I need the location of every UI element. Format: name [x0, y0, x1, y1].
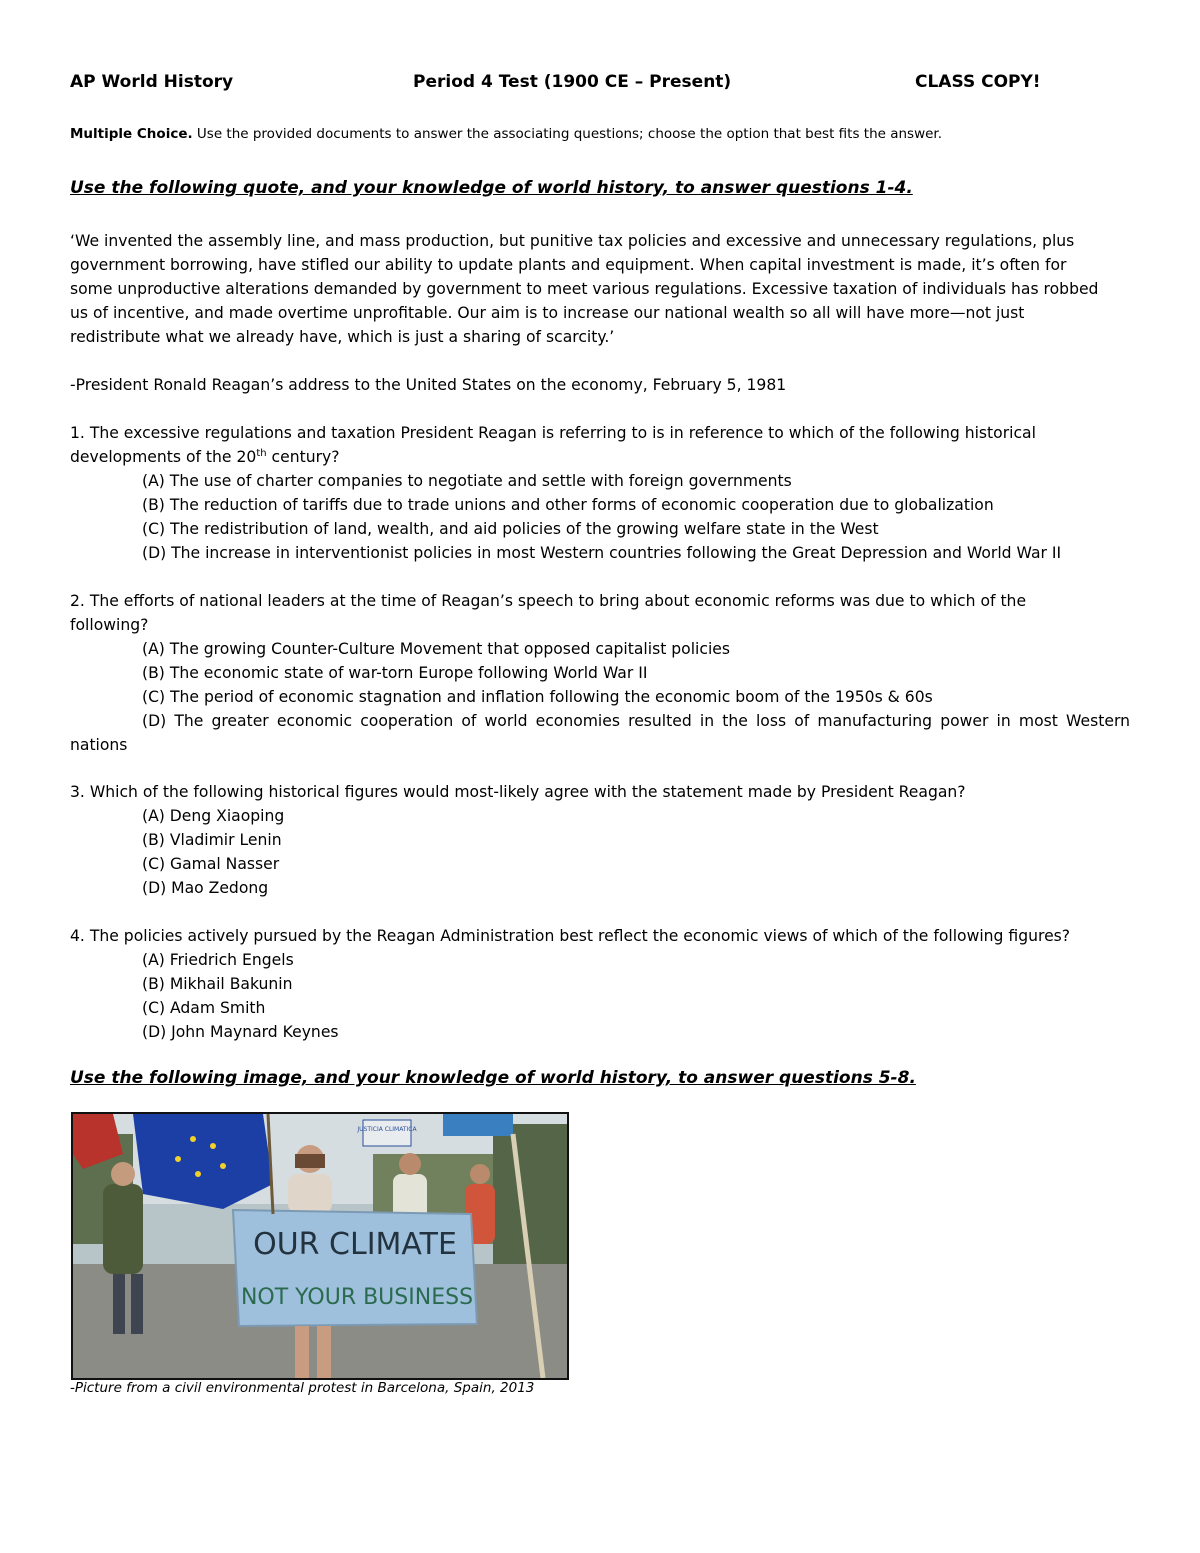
instructions-label: Multiple Choice.	[70, 126, 193, 142]
answer-option-c: (C) Adam Smith	[142, 999, 266, 1017]
question-text: 2. The efforts of national leaders at the time of Reagan’s speech to bring about economic reforms was due to which of the	[70, 592, 1027, 610]
banner-text: JUSTICIA CLIMATICA	[357, 1126, 417, 1133]
answer-option-d: (D) The increase in interventionist policies in most Western countries following the Great Depression and World War II	[142, 544, 1062, 562]
answer-option-a: (A) Deng Xiaoping	[142, 807, 285, 825]
answer-option-b: (B) Vladimir Lenin	[142, 831, 282, 849]
answer-option-d: (D) Mao Zedong	[142, 879, 269, 897]
quote-line: some unproductive alterations demanded by government to meet various regulations. Excessive taxation of individuals has robbed	[70, 280, 1099, 298]
sign-text-line1: OUR CLIMATE	[253, 1227, 457, 1262]
quote-line: redistribute what we already have, which is just a sharing of scarcity.’	[70, 328, 615, 346]
page-header	[70, 72, 1130, 100]
answer-option-b: (B) The economic state of war-torn Europe following World War II	[142, 664, 648, 682]
instructions-text: Use the provided documents to answer the associating questions; choose the option that best fits the answer.	[192, 126, 943, 142]
answer-option-a: (A) Friedrich Engels	[142, 951, 294, 969]
question-text: 1. The excessive regulations and taxation President Reagan is referring to is in reference to which of the following historical	[70, 424, 1036, 442]
answer-option-a: (A) The use of charter companies to negotiate and settle with foreign governments	[142, 472, 792, 490]
answer-option-c: (C) The period of economic stagnation and inflation following the economic boom of the 1950s & 60s	[142, 688, 933, 706]
answer-option-c: (C) Gamal Nasser	[142, 855, 280, 873]
class-copy-label: CLASS COPY!	[915, 72, 1041, 92]
ordinal-suffix: th	[256, 447, 267, 459]
reagan-quote	[70, 229, 1130, 349]
question-4	[70, 924, 1130, 1044]
quote-attribution	[70, 373, 1130, 397]
section-heading-2: Use the following image, and your knowledge of world history, to answer questions 5-8.	[70, 1068, 916, 1088]
photo-caption: -Picture from a civil environmental protest in Barcelona, Spain, 2013	[70, 1380, 535, 1396]
answer-option-c: (C) The redistribution of land, wealth, and aid policies of the growing welfare state in the West	[142, 520, 879, 538]
question-3	[70, 780, 1130, 900]
answer-option-b: (B) Mikhail Bakunin	[142, 975, 293, 993]
answer-option-b: (B) The reduction of tariffs due to trade unions and other forms of economic cooperation due to globalization	[142, 496, 994, 514]
question-text-part: developments of the 20	[70, 448, 257, 466]
section-heading-1: Use the following quote, and your knowledge of world history, to answer questions 1-4.	[70, 178, 913, 198]
quote-line: us of incentive, and made overtime unprofitable. Our aim is to increase our national wealth so all will have more—not just	[70, 304, 1025, 322]
quote-line: government borrowing, have stifled our ability to update plants and equipment. When capital investment is made, it’s often for	[70, 256, 1067, 274]
question-text: 4. The policies actively pursued by the Reagan Administration best reflect the economic views of which of the following figures?	[70, 927, 1071, 945]
question-text-cont: following?	[70, 616, 149, 634]
instructions	[70, 126, 1130, 142]
test-title: Period 4 Test (1900 CE – Present)	[413, 72, 732, 92]
question-text: 3. Which of the following historical figures would most-likely agree with the statement made by President Reagan?	[70, 783, 966, 801]
question-text-cont	[70, 445, 1130, 469]
question-2	[70, 589, 1130, 757]
answer-option-a: (A) The growing Counter-Culture Movement that opposed capitalist policies	[142, 640, 730, 658]
protest-photo	[71, 1112, 569, 1380]
answer-option-d-wrap: nations	[70, 736, 128, 754]
course-title: AP World History	[70, 72, 234, 92]
question-1	[70, 421, 1130, 565]
question-text-part: century?	[266, 448, 340, 466]
answer-option-d: (D) John Maynard Keynes	[142, 1023, 339, 1041]
sign-text-line2: NOT YOUR BUSINESS	[240, 1285, 474, 1310]
quote-line: ‘We invented the assembly line, and mass production, but punitive tax policies and excessive and unnecessary regulations, plus	[70, 232, 1075, 250]
answer-option-d: (D) The greater economic cooperation of world economies resulted in the loss of manufacturing power in most Western	[142, 712, 1130, 730]
attribution-text: -President Ronald Reagan’s address to the United States on the economy, February 5, 1981	[70, 376, 787, 394]
